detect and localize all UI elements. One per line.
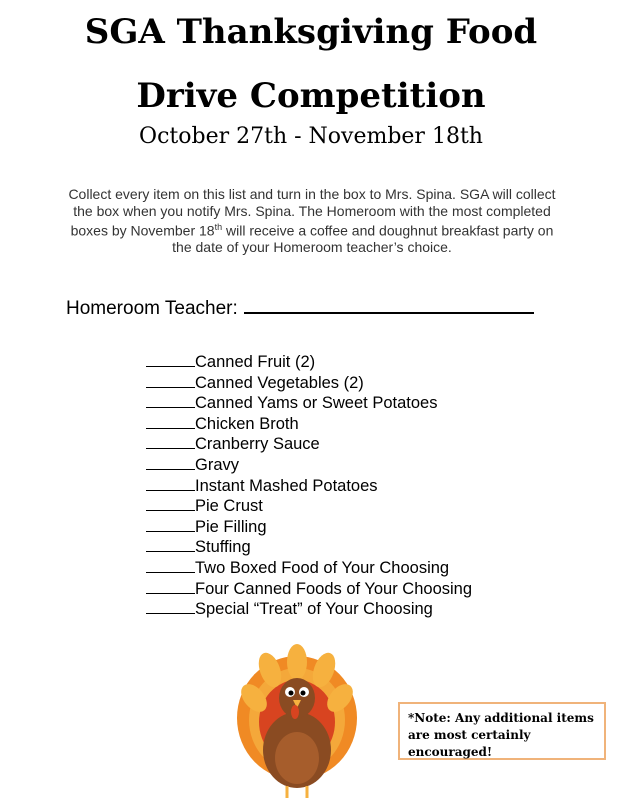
checklist-blank xyxy=(146,476,195,491)
competition-dates: October 27th - November 18th xyxy=(139,124,483,149)
list-item xyxy=(146,414,472,435)
item-label: Pie Filling xyxy=(195,517,267,536)
item-label: Stuffing xyxy=(195,538,251,557)
list-item xyxy=(146,434,472,455)
intro-paragraph xyxy=(62,186,562,256)
item-label: Pie Crust xyxy=(195,497,263,516)
item-label: Cranberry Sauce xyxy=(195,435,320,454)
food-item-list xyxy=(146,352,472,620)
item-label: Canned Fruit (2) xyxy=(195,353,316,371)
list-item xyxy=(146,579,472,600)
checklist-blank xyxy=(146,517,195,532)
list-item xyxy=(146,537,472,558)
homeroom-teacher-blank-line xyxy=(244,294,534,314)
item-label: Two Boxed Food of Your Choosing xyxy=(195,558,450,577)
checklist-blank xyxy=(146,373,195,388)
checklist-blank xyxy=(146,393,195,408)
checklist-blank xyxy=(146,558,195,573)
list-item xyxy=(146,476,472,497)
intro-text-part2: will receive a coffee and doughnut breakfast party on the date of your Homeroom teacher’s choice. xyxy=(172,222,554,256)
list-item xyxy=(146,599,472,620)
list-item xyxy=(146,517,472,538)
list-item xyxy=(146,496,472,517)
checklist-blank xyxy=(146,434,195,449)
item-label: Gravy xyxy=(195,455,240,474)
checklist-blank xyxy=(146,599,195,614)
checklist-blank xyxy=(146,455,195,470)
checklist-blank xyxy=(146,352,195,367)
homeroom-teacher-label: Homeroom Teacher: xyxy=(66,298,238,319)
homeroom-teacher-field xyxy=(66,294,534,320)
turkey-illustration xyxy=(232,640,362,800)
list-item xyxy=(146,393,472,414)
checklist-blank xyxy=(146,579,195,594)
checklist-blank xyxy=(146,537,195,552)
intro-superscript: th xyxy=(214,222,223,232)
checklist-blank xyxy=(146,496,195,511)
note-box: *Note: Any additional items are most certainly encouraged! xyxy=(398,702,606,760)
list-item xyxy=(146,373,472,394)
item-label: Chicken Broth xyxy=(195,414,299,433)
checklist-blank xyxy=(146,414,195,429)
list-item xyxy=(146,352,472,373)
list-item xyxy=(146,558,472,579)
item-label: Canned Yams or Sweet Potatoes xyxy=(195,394,438,413)
item-label: Special “Treat” of Your Choosing xyxy=(195,600,433,619)
intro-text-part1: Collect every item on this list and turn in the box to Mrs. Spina. SGA will collect the box when you notify Mrs. Spina. The Homeroom with the most completed boxes by November 18 xyxy=(68,186,556,239)
item-label: Instant Mashed Potatoes xyxy=(195,476,378,495)
item-label: Four Canned Foods of Your Choosing xyxy=(195,579,473,598)
list-item xyxy=(146,455,472,476)
page-title-line-2: Drive Competition xyxy=(136,76,486,116)
item-label: Canned Vegetables (2) xyxy=(195,373,364,392)
page-title-line-1: SGA Thanksgiving Food xyxy=(84,12,538,52)
